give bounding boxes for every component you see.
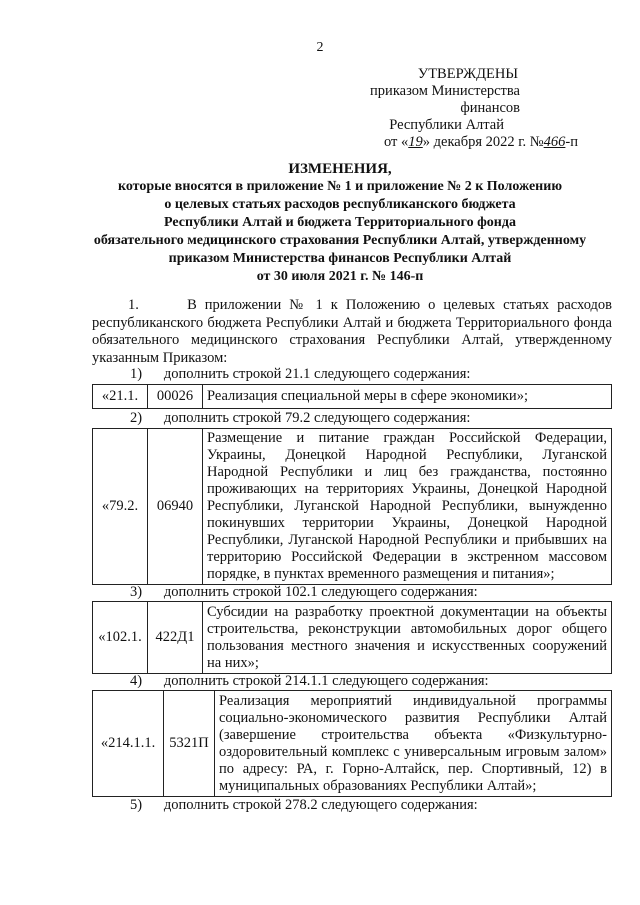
- row-csr: 422Д1: [148, 602, 203, 674]
- item-text: дополнить строкой 21.1 следующего содержания:: [163, 366, 471, 382]
- approval-block: [320, 66, 578, 151]
- list-item-5: [130, 797, 478, 814]
- heading-line: Республики Алтай и бюджета Территориального фонда: [164, 215, 516, 230]
- handwritten-day: 19: [408, 134, 423, 150]
- row-csr: 00026: [148, 385, 203, 409]
- item-text: дополнить строкой 278.2 следующего содержания:: [163, 797, 478, 813]
- heading-line: обязательного медицинского страхования Республики Алтай, утвержденному: [93, 233, 587, 248]
- page-number: 2: [316, 40, 324, 55]
- table-row-21-1: [92, 384, 612, 409]
- heading-line: о целевых статьях расходов республиканского бюджета: [164, 197, 516, 212]
- table-row-79-2: [92, 428, 612, 585]
- heading-line: которые вносятся в приложение № 1 и приложение № 2 к Положению: [117, 179, 563, 194]
- row-code: «214.1.1.: [93, 691, 164, 797]
- item-number: 4): [130, 673, 143, 689]
- item-text: дополнить строкой 102.1 следующего содержания:: [163, 584, 478, 600]
- date-middle: » декабря 2022 г. №: [422, 134, 544, 150]
- row-code: «102.1.: [93, 602, 148, 674]
- approval-line-1: приказом Министерства финансов: [370, 83, 520, 116]
- date-suffix: -п: [565, 134, 578, 150]
- item-text: дополнить строкой 214.1.1 следующего содержания:: [163, 673, 489, 689]
- item-number: 2): [130, 410, 143, 426]
- list-item-1: [130, 366, 470, 383]
- list-item-2: [130, 410, 470, 427]
- row-csr: 06940: [148, 429, 203, 585]
- table-row-102-1: [92, 601, 612, 674]
- intro-number: 1.: [128, 297, 139, 313]
- list-item-3: [130, 584, 478, 601]
- approval-title: УТВЕРЖДЕНЫ: [417, 66, 518, 82]
- handwritten-number: 466: [543, 134, 566, 150]
- heading-title: ИЗМЕНЕНИЯ,: [288, 161, 392, 177]
- date-prefix: от «: [383, 134, 409, 150]
- item-number: 5): [130, 797, 143, 813]
- row-description: Размещение и питание граждан Российской Федерации, Украины, Донецкой Народной Республики, Луганской Народной Республики и лиц без гражданства, постоянно проживающих на территориях Украины, Донецкой Народной Республики, Луганской Народной Республики, вынужденно покинувших территории Украины, Донецкой Народной Республики, Луганской Народной Республики и прибывших на территорию Российской Федерации в экстренном массовом порядке, в пунктах временного размещения и питания»;: [203, 429, 612, 585]
- intro-text: В приложении № 1 к Положению о целевых статьях расходов республиканского бюджета Республики Алтай и бюджета Территориального фонда обязательного медицинского страхования Республики Алтай, утвержденному указанным Приказом:: [92, 297, 613, 366]
- row-description: Субсидии на разработку проектной документации на объекты строительства, реконструкции автомобильных дорог общего пользования местного значения и искусственных сооружений на них»;: [203, 602, 612, 674]
- intro-paragraph: [92, 297, 612, 367]
- heading-line: приказом Министерства финансов Республики Алтай: [168, 251, 512, 266]
- row-code: «21.1.: [93, 385, 148, 409]
- item-number: 1): [130, 366, 143, 382]
- approval-line-2: Республики Алтай: [389, 117, 504, 133]
- document-heading: [60, 160, 620, 286]
- list-item-4: [130, 673, 489, 690]
- approval-date-line: [320, 134, 578, 151]
- heading-line: от 30 июля 2021 г. № 146-п: [256, 269, 424, 284]
- table-row-214-1-1: [92, 690, 612, 797]
- item-text: дополнить строкой 79.2 следующего содержания:: [163, 410, 471, 426]
- row-code: «79.2.: [93, 429, 148, 585]
- row-description: Реализация мероприятий индивидуальной программы социально-экономического развития Республики Алтай (завершение строительства объекта «Физкультурно-оздоровительный комплекс с универсальным игровым залом» по адресу: РА, г. Горно-Алтайск, пер. Спортивный, 12) в муниципальных образованиях Республики Алтай»;: [215, 691, 612, 797]
- row-csr: 5321П: [164, 691, 215, 797]
- item-number: 3): [130, 584, 143, 600]
- row-description: Реализация специальной меры в сфере экономики»;: [203, 385, 612, 409]
